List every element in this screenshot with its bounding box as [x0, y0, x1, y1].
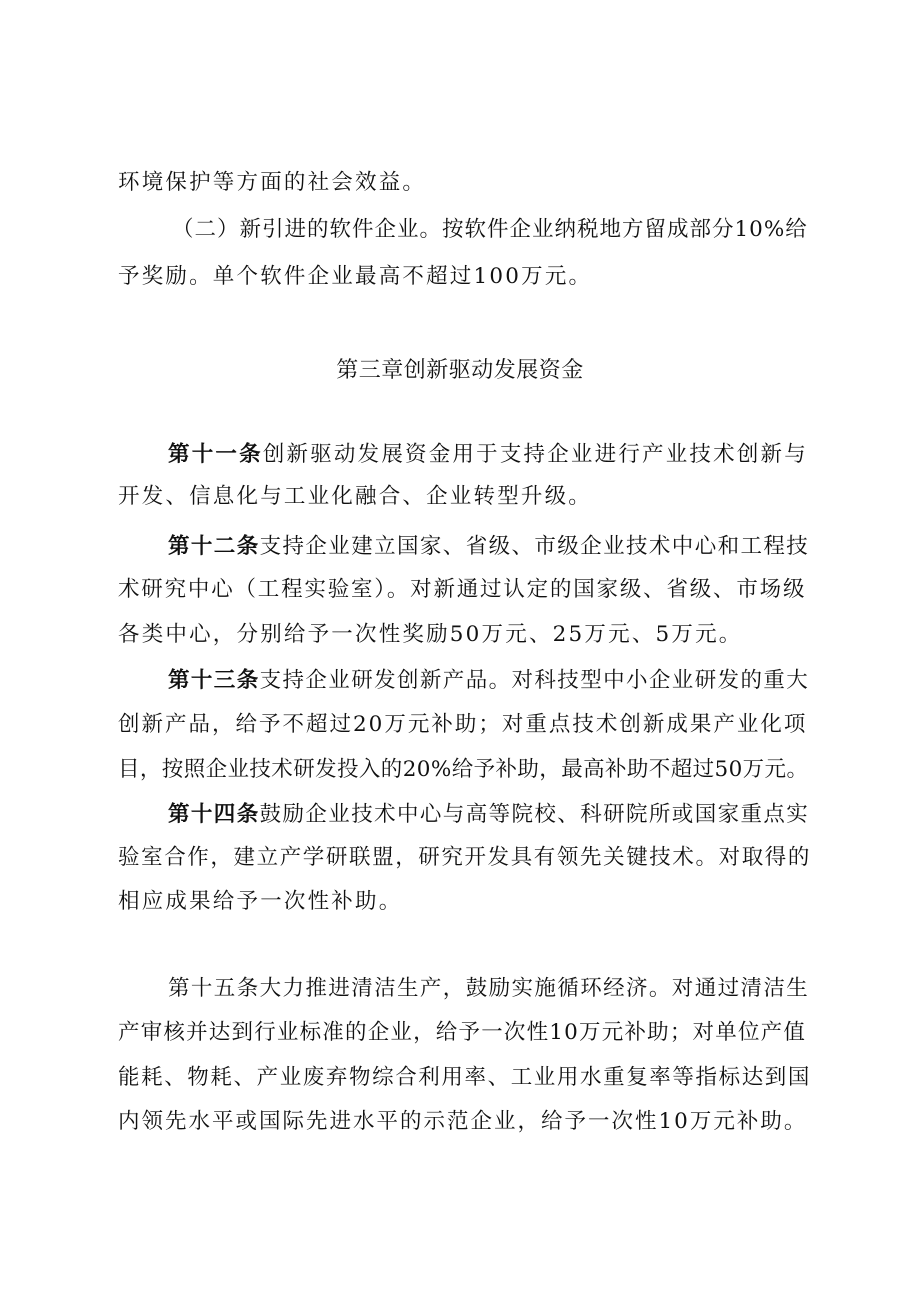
article-15-line-1: 第十五条大力推进清洁生产，鼓励实施循环经济。对通过清洁生 — [168, 976, 810, 1001]
article-14-line-3: 相应成果给予一次性补助。 — [118, 889, 403, 914]
article-14-line-1-rest: 鼓励企业技术中心与高等院校、科研院所或国家重点实 — [259, 802, 810, 827]
article-11-lead: 第十一条 — [168, 442, 263, 467]
article-12-line-1 — [168, 532, 809, 562]
article-11-line-2: 开发、信息化与工业化融合、企业转型升级。 — [118, 484, 593, 509]
article-12-line-3: 各类中心，分别给予一次性奖励50万元、25万元、5万元。 — [118, 622, 743, 647]
article-15-line-4: 内领先水平或国际先进水平的示范企业，给予一次性10万元补助。 — [118, 1109, 808, 1134]
chapter-title: 第三章创新驱动发展资金 — [336, 358, 584, 383]
article-13-line-1-rest: 支持企业研发创新产品。对科技型中小企业研发的重大 — [259, 668, 810, 693]
intro-line-2: （二）新引进的软件企业。按软件企业纳税地方留成部分10%给 — [172, 217, 808, 242]
article-13-line-1 — [168, 666, 809, 696]
article-13-line-2: 创新产品，给予不超过20万元补助；对重点技术创新成果产业化项 — [118, 712, 808, 737]
article-15-line-3: 能耗、物耗、产业废弃物综合利用率、工业用水重复率等指标达到国 — [118, 1065, 812, 1090]
article-14-line-1 — [168, 800, 809, 830]
intro-line-1: 环境保护等方面的社会效益。 — [118, 170, 427, 195]
article-12-line-1-rest: 支持企业建立国家、省级、市级企业技术中心和工程技 — [259, 534, 810, 559]
article-11-line-1 — [168, 440, 808, 470]
article-14-lead: 第十四条 — [168, 802, 260, 827]
article-12-line-2: 术研究中心（工程实验室）。对新通过认定的国家级、省级、市场级 — [118, 577, 807, 602]
article-11-line-1-rest: 创新驱动发展资金用于支持企业进行产业技术创新与 — [262, 442, 808, 467]
article-15-line-2: 产审核并达到行业标准的企业，给予一次性10万元补助；对单位产值 — [118, 1020, 807, 1045]
article-14-line-2: 验室合作，建立产学研联盟，研究开发具有领先关键技术。对取得的 — [118, 845, 812, 870]
intro-line-3: 予奖励。单个软件企业最高不超过100万元。 — [118, 264, 593, 289]
article-13-lead: 第十三条 — [168, 668, 260, 693]
article-13-line-3: 目，按照企业技术研发投入的20%给予补助，最高补助不超过50万元。 — [118, 757, 809, 782]
article-12-lead: 第十二条 — [168, 534, 260, 559]
